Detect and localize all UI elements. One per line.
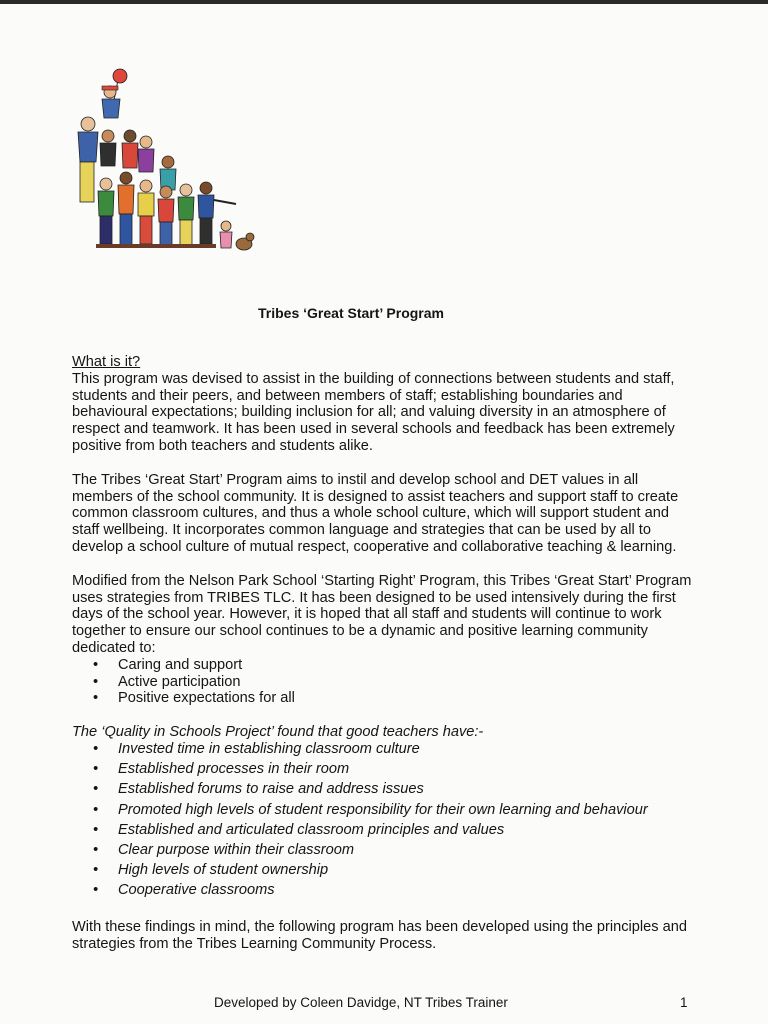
list-item: • Established forums to raise and address issues — [118, 781, 692, 798]
list-item: • Established and articulated classroom principles and values — [118, 822, 692, 839]
list-item: • Established processes in their room — [118, 761, 692, 778]
paragraph-intro: This program was devised to assist in the building of connections between students and staff, students and their peers, and between members of staff; establishing boundaries and behavioural expectations; building inclusion for all; and valuing diversity in an atmosphere of respect and teamwork. It has been used in several schools and feedback has been extremely positive from both teachers and students alike. — [72, 370, 675, 454]
page-title: Tribes ‘Great Start’ Program — [258, 305, 444, 321]
list-item: • Invested time in establishing classroom culture — [118, 741, 692, 758]
quality-list — [72, 741, 692, 899]
list-item: • Caring and support — [118, 657, 692, 674]
document-body — [72, 354, 692, 953]
community-list — [72, 657, 692, 707]
list-item: • Promoted high levels of student responsibility for their own learning and behaviour — [118, 802, 692, 819]
paragraph-modified: Modified from the Nelson Park School ‘Starting Right’ Program, this Tribes ‘Great Start’ Program uses strategies from TRIBES TLC. It has been designed to be used intensively during the first days of the school year. However, it is hoped that all staff and students will continue to work together to ensure our school continues to be a dynamic and positive learning community dedicated to: — [72, 572, 692, 656]
list-item: • High levels of student ownership — [118, 862, 692, 879]
closing-paragraph: With these findings in mind, the following program has been developed using the principles and strategies from the Tribes Learning Community Process. — [72, 919, 687, 953]
footer-credit: Developed by Coleen Davidge, NT Tribes Trainer — [214, 995, 508, 1010]
quality-intro: The ‘Quality in Schools Project’ found that good teachers have:- — [72, 724, 484, 741]
list-item: • Clear purpose within their classroom — [118, 842, 692, 859]
scan-edge — [0, 0, 768, 4]
group-of-people-illustration — [68, 66, 258, 261]
list-item: • Positive expectations for all — [118, 690, 692, 707]
list-item: • Cooperative classrooms — [118, 882, 692, 899]
section-heading: What is it? — [72, 354, 141, 370]
paragraph-aims: The Tribes ‘Great Start’ Program aims to instil and develop school and DET values in all members of the school community. It is designed to assist teachers and support staff to create common classroom cultures, and thus a whole school culture, which will support student and staff wellbeing. It incorporates common language and strategies that can be used by all to develop a school culture of mutual respect, cooperative and collaborative teaching & learning. — [72, 471, 679, 555]
page-number: 1 — [680, 995, 688, 1010]
list-item: • Active participation — [118, 674, 692, 691]
